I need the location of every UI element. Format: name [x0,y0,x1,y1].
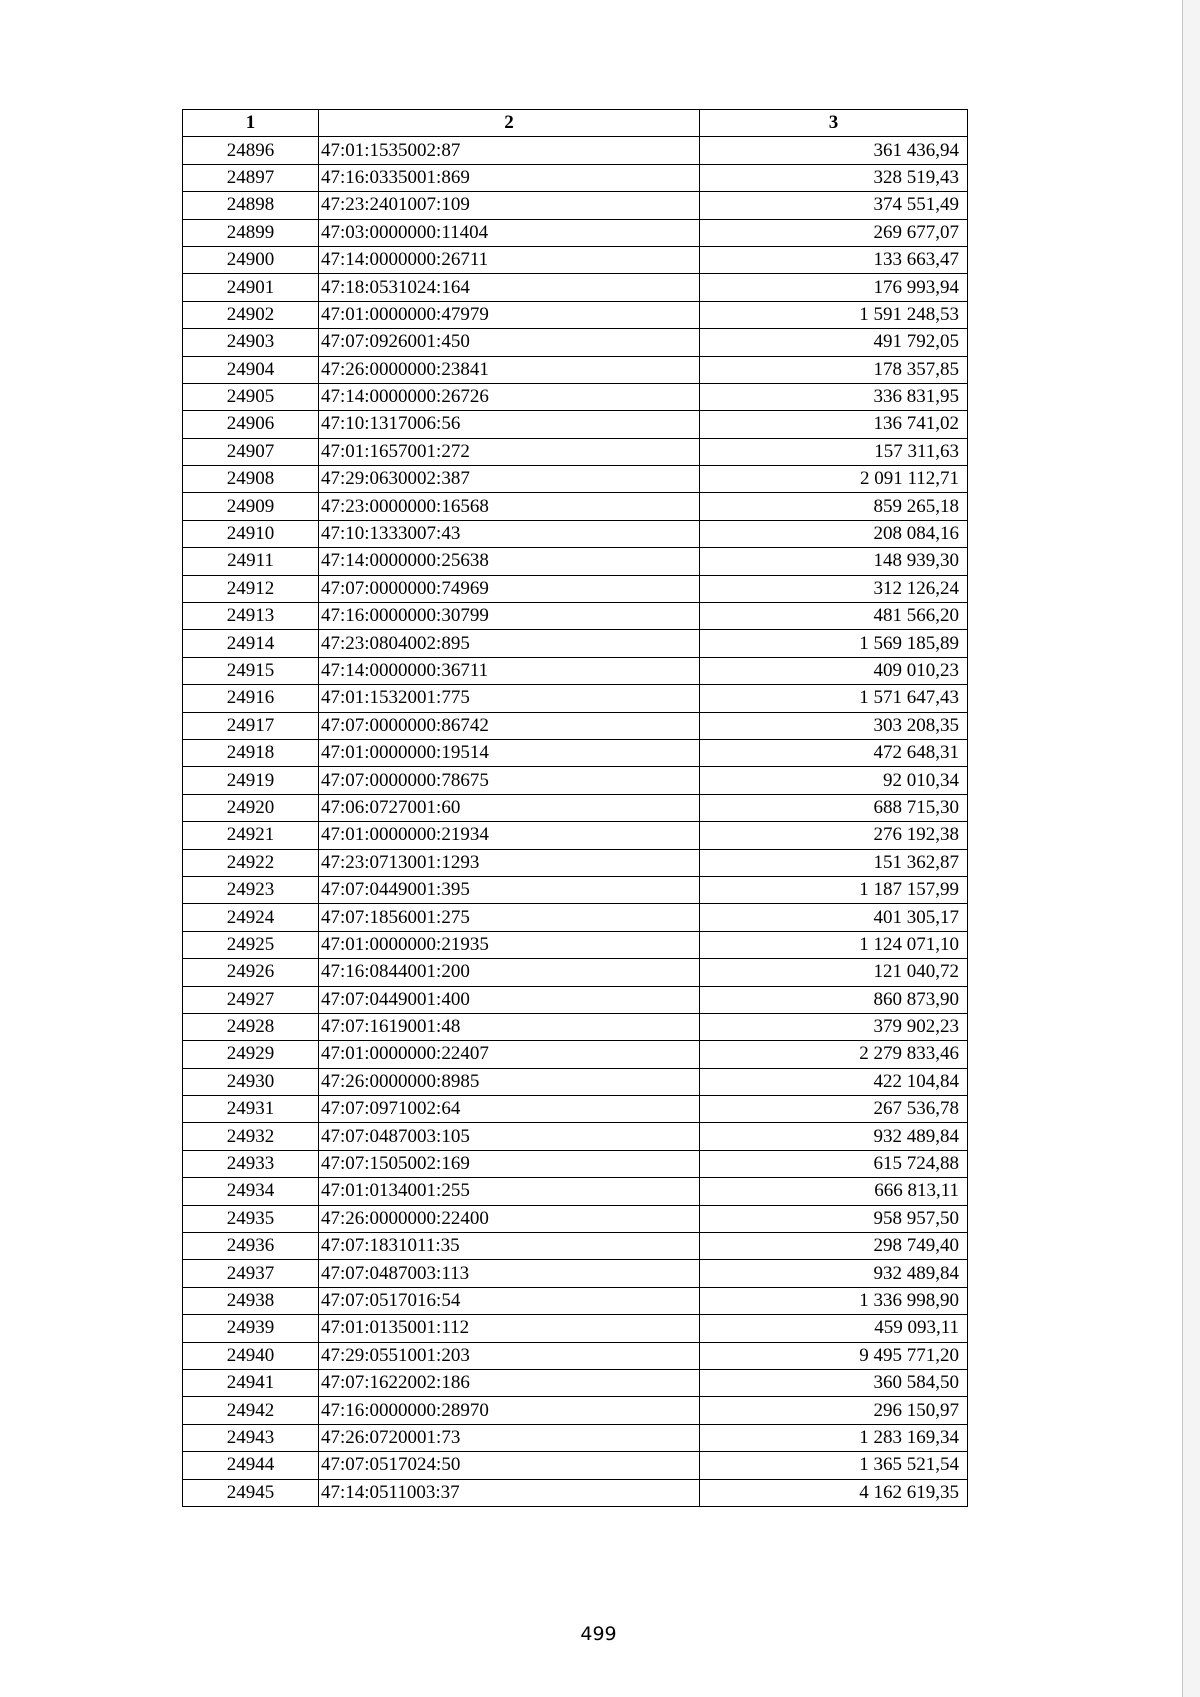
cadastral-number-cell: 47:01:0134001:255 [319,1178,700,1205]
column-header-1: 1 [183,110,319,137]
row-number-cell: 24944 [183,1452,319,1479]
table-row [183,767,968,794]
row-number-cell: 24934 [183,1178,319,1205]
table-row [183,1123,968,1150]
cadastral-number-cell: 47:07:0449001:395 [319,876,700,903]
row-number-cell: 24922 [183,849,319,876]
cadastral-number-cell: 47:14:0000000:26726 [319,383,700,410]
value-cell: 269 677,07 [700,219,968,246]
row-number-cell: 24904 [183,356,319,383]
table-row [183,986,968,1013]
table-row [183,1150,968,1177]
value-cell: 303 208,35 [700,712,968,739]
value-cell: 208 084,16 [700,520,968,547]
table-row [183,1369,968,1396]
cadastral-number-cell: 47:01:0000000:19514 [319,739,700,766]
table-row [183,1424,968,1451]
value-cell: 136 741,02 [700,411,968,438]
cadastral-number-cell: 47:14:0511003:37 [319,1479,700,1506]
row-number-cell: 24940 [183,1342,319,1369]
value-cell: 1 124 071,10 [700,931,968,958]
table-row [183,1342,968,1369]
cadastral-number-cell: 47:14:0000000:26711 [319,246,700,273]
cadastral-number-cell: 47:07:0971002:64 [319,1096,700,1123]
page-number: 499 [580,1623,617,1645]
value-cell: 860 873,90 [700,986,968,1013]
cadastral-number-cell: 47:26:0000000:8985 [319,1068,700,1095]
value-cell: 958 957,50 [700,1205,968,1232]
row-number-cell: 24936 [183,1233,319,1260]
row-number-cell: 24933 [183,1150,319,1177]
data-table [182,109,968,1507]
value-cell: 4 162 619,35 [700,1479,968,1506]
table-row [183,1178,968,1205]
cadastral-number-cell: 47:10:1317006:56 [319,411,700,438]
table-row [183,383,968,410]
table-row [183,959,968,986]
row-number-cell: 24929 [183,1041,319,1068]
cadastral-number-cell: 47:14:0000000:25638 [319,548,700,575]
cadastral-number-cell: 47:14:0000000:36711 [319,657,700,684]
value-cell: 481 566,20 [700,603,968,630]
row-number-cell: 24928 [183,1013,319,1040]
row-number-cell: 24923 [183,876,319,903]
page-edge [1182,0,1200,1697]
cadastral-number-cell: 47:16:0335001:869 [319,164,700,191]
table-row [183,1041,968,1068]
cadastral-number-cell: 47:26:0720001:73 [319,1424,700,1451]
table-row [183,822,968,849]
cadastral-number-cell: 47:26:0000000:23841 [319,356,700,383]
value-cell: 1 571 647,43 [700,685,968,712]
table-row [183,137,968,164]
row-number-cell: 24938 [183,1287,319,1314]
cadastral-number-cell: 47:18:0531024:164 [319,274,700,301]
table-row [183,356,968,383]
table-row [183,329,968,356]
value-cell: 666 813,11 [700,1178,968,1205]
value-cell: 276 192,38 [700,822,968,849]
cadastral-number-cell: 47:07:0517024:50 [319,1452,700,1479]
cadastral-number-cell: 47:07:1505002:169 [319,1150,700,1177]
cadastral-number-cell: 47:07:1856001:275 [319,904,700,931]
value-cell: 1 283 169,34 [700,1424,968,1451]
value-cell: 379 902,23 [700,1013,968,1040]
value-cell: 151 362,87 [700,849,968,876]
value-cell: 932 489,84 [700,1123,968,1150]
cadastral-number-cell: 47:16:0000000:30799 [319,603,700,630]
table-row [183,849,968,876]
table-row [183,548,968,575]
row-number-cell: 24918 [183,739,319,766]
cadastral-number-cell: 47:07:0487003:105 [319,1123,700,1150]
value-cell: 336 831,95 [700,383,968,410]
value-cell: 932 489,84 [700,1260,968,1287]
cadastral-number-cell: 47:29:0630002:387 [319,466,700,493]
row-number-cell: 24931 [183,1096,319,1123]
value-cell: 1 365 521,54 [700,1452,968,1479]
row-number-cell: 24927 [183,986,319,1013]
table-row [183,1479,968,1506]
row-number-cell: 24905 [183,383,319,410]
table-row [183,411,968,438]
row-number-cell: 24916 [183,685,319,712]
table-row [183,438,968,465]
value-cell: 374 551,49 [700,192,968,219]
table-row [183,712,968,739]
row-number-cell: 24902 [183,301,319,328]
value-cell: 157 311,63 [700,438,968,465]
row-number-cell: 24903 [183,329,319,356]
value-cell: 615 724,88 [700,1150,968,1177]
row-number-cell: 24912 [183,575,319,602]
row-number-cell: 24937 [183,1260,319,1287]
value-cell: 1 336 998,90 [700,1287,968,1314]
value-cell: 1 187 157,99 [700,876,968,903]
row-number-cell: 24901 [183,274,319,301]
row-number-cell: 24898 [183,192,319,219]
table-row [183,739,968,766]
table-row [183,794,968,821]
row-number-cell: 24896 [183,137,319,164]
value-cell: 9 495 771,20 [700,1342,968,1369]
value-cell: 422 104,84 [700,1068,968,1095]
row-number-cell: 24926 [183,959,319,986]
value-cell: 409 010,23 [700,657,968,684]
column-header-3: 3 [700,110,968,137]
cadastral-number-cell: 47:07:0926001:450 [319,329,700,356]
value-cell: 361 436,94 [700,137,968,164]
table-body [183,137,968,1507]
table-row [183,603,968,630]
table-row [183,192,968,219]
value-cell: 296 150,97 [700,1397,968,1424]
cadastral-number-cell: 47:07:1831011:35 [319,1233,700,1260]
cadastral-number-cell: 47:26:0000000:22400 [319,1205,700,1232]
cadastral-number-cell: 47:23:0713001:1293 [319,849,700,876]
row-number-cell: 24909 [183,493,319,520]
row-number-cell: 24932 [183,1123,319,1150]
row-number-cell: 24911 [183,548,319,575]
row-number-cell: 24925 [183,931,319,958]
table-row [183,1233,968,1260]
cadastral-number-cell: 47:23:2401007:109 [319,192,700,219]
cadastral-number-cell: 47:01:1532001:775 [319,685,700,712]
cadastral-number-cell: 47:03:0000000:11404 [319,219,700,246]
table-row [183,1287,968,1314]
table-row [183,219,968,246]
cadastral-number-cell: 47:01:0000000:47979 [319,301,700,328]
row-number-cell: 24921 [183,822,319,849]
table-row [183,1452,968,1479]
cadastral-number-cell: 47:07:0449001:400 [319,986,700,1013]
table-row [183,1013,968,1040]
row-number-cell: 24915 [183,657,319,684]
cadastral-number-cell: 47:07:0517016:54 [319,1287,700,1314]
row-number-cell: 24930 [183,1068,319,1095]
value-cell: 472 648,31 [700,739,968,766]
value-cell: 121 040,72 [700,959,968,986]
table-row [183,876,968,903]
table-row [183,1397,968,1424]
value-cell: 459 093,11 [700,1315,968,1342]
row-number-cell: 24935 [183,1205,319,1232]
value-cell: 176 993,94 [700,274,968,301]
table-row [183,466,968,493]
table-row [183,931,968,958]
row-number-cell: 24900 [183,246,319,273]
column-header-2: 2 [319,110,700,137]
value-cell: 148 939,30 [700,548,968,575]
row-number-cell: 24939 [183,1315,319,1342]
row-number-cell: 24919 [183,767,319,794]
row-number-cell: 24943 [183,1424,319,1451]
table-row [183,493,968,520]
cadastral-number-cell: 47:07:0000000:74969 [319,575,700,602]
cadastral-number-cell: 47:10:1333007:43 [319,520,700,547]
value-cell: 491 792,05 [700,329,968,356]
cadastral-number-cell: 47:01:1657001:272 [319,438,700,465]
cadastral-number-cell: 47:01:0000000:21934 [319,822,700,849]
row-number-cell: 24924 [183,904,319,931]
value-cell: 2 091 112,71 [700,466,968,493]
cadastral-number-cell: 47:29:0551001:203 [319,1342,700,1369]
row-number-cell: 24910 [183,520,319,547]
table-row [183,630,968,657]
row-number-cell: 24906 [183,411,319,438]
value-cell: 328 519,43 [700,164,968,191]
table-row [183,1260,968,1287]
cadastral-number-cell: 47:01:0000000:22407 [319,1041,700,1068]
cadastral-number-cell: 47:07:0000000:86742 [319,712,700,739]
value-cell: 688 715,30 [700,794,968,821]
value-cell: 92 010,34 [700,767,968,794]
row-number-cell: 24907 [183,438,319,465]
row-number-cell: 24917 [183,712,319,739]
cadastral-number-cell: 47:07:0487003:113 [319,1260,700,1287]
cadastral-number-cell: 47:23:0804002:895 [319,630,700,657]
cadastral-number-cell: 47:07:0000000:78675 [319,767,700,794]
table-row [183,274,968,301]
value-cell: 2 279 833,46 [700,1041,968,1068]
row-number-cell: 24945 [183,1479,319,1506]
value-cell: 401 305,17 [700,904,968,931]
cadastral-number-cell: 47:01:0000000:21935 [319,931,700,958]
value-cell: 133 663,47 [700,246,968,273]
cadastral-number-cell: 47:16:0844001:200 [319,959,700,986]
table-row [183,1096,968,1123]
table-row [183,904,968,931]
value-cell: 178 357,85 [700,356,968,383]
cadastral-number-cell: 47:23:0000000:16568 [319,493,700,520]
cadastral-number-cell: 47:16:0000000:28970 [319,1397,700,1424]
row-number-cell: 24942 [183,1397,319,1424]
value-cell: 859 265,18 [700,493,968,520]
value-cell: 360 584,50 [700,1369,968,1396]
value-cell: 1 591 248,53 [700,301,968,328]
row-number-cell: 24914 [183,630,319,657]
value-cell: 298 749,40 [700,1233,968,1260]
table-header-row [183,110,968,137]
table-row [183,575,968,602]
row-number-cell: 24908 [183,466,319,493]
row-number-cell: 24941 [183,1369,319,1396]
cadastral-number-cell: 47:01:0135001:112 [319,1315,700,1342]
cadastral-number-cell: 47:06:0727001:60 [319,794,700,821]
cadastral-number-cell: 47:07:1619001:48 [319,1013,700,1040]
row-number-cell: 24899 [183,219,319,246]
table-row [183,1068,968,1095]
row-number-cell: 24920 [183,794,319,821]
table-row [183,1315,968,1342]
table-row [183,1205,968,1232]
table-row [183,657,968,684]
table-row [183,520,968,547]
value-cell: 312 126,24 [700,575,968,602]
value-cell: 1 569 185,89 [700,630,968,657]
row-number-cell: 24913 [183,603,319,630]
row-number-cell: 24897 [183,164,319,191]
value-cell: 267 536,78 [700,1096,968,1123]
table-row [183,246,968,273]
table-row [183,301,968,328]
table-row [183,164,968,191]
table-row [183,685,968,712]
cadastral-number-cell: 47:01:1535002:87 [319,137,700,164]
cadastral-number-cell: 47:07:1622002:186 [319,1369,700,1396]
